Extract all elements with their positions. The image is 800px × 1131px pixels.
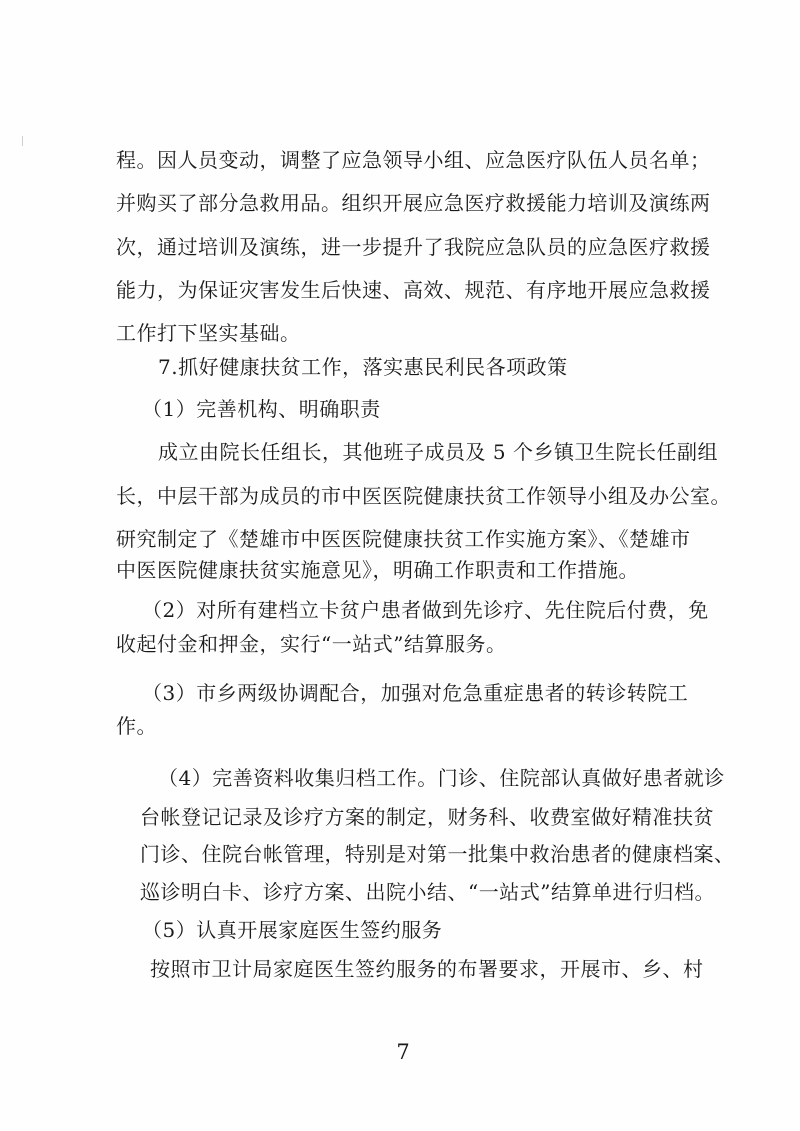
text-line: 台帐登记记录及诊疗方案的制定，财务科、收费室做好精准扶贫 [140, 805, 714, 829]
text-line: 作。 [116, 714, 157, 738]
subsection-heading: （5）认真开展家庭医生签约服务 [142, 918, 443, 942]
section-heading: 7.抓好健康扶贫工作，落实惠民利民各项政策 [158, 355, 568, 379]
subsection-heading: （1）完善机构、明确职责 [142, 397, 381, 421]
text-line: 中医医院健康扶贫实施意见》，明确工作职责和工作措施。 [116, 558, 639, 582]
page-number: 7 [396, 1040, 410, 1064]
text-line: 研究制定了《楚雄市中医医院健康扶贫工作实施方案》、《楚雄市 [116, 527, 691, 551]
text-line: 成立由院长任组长，其他班子成员及 5 个乡镇卫生院长任副组 [158, 440, 718, 464]
text-line: 工作打下坚实基础。 [116, 321, 301, 345]
text-line: 门诊、住院台帐管理，特别是对第一批集中救治患者的健康档案、 [140, 842, 735, 866]
subsection-heading: （4）完善资料收集归档工作。门诊、住院部认真做好患者就诊 [158, 766, 725, 790]
subsection-heading: （2）对所有建档立卡贫户患者做到先诊疗、先住院后付费，免 [142, 598, 709, 622]
subsection-heading: （3）市乡两级协调配合，加强对危急重症患者的转诊转院工 [142, 681, 689, 705]
text-line: 长，中层干部为成员的市中医医院健康扶贫工作领导小组及办公室。 [116, 484, 731, 508]
text-line: 程。因人员变动，调整了应急领导小组、应急医疗队伍人员名单； [116, 148, 711, 172]
text-line: 能力，为保证灾害发生后快速、高效、规范、有序地开展应急救援 [116, 278, 711, 302]
text-line: 收起付金和押金，实行“一站式”结算服务。 [116, 632, 507, 656]
text-line: 并购买了部分急救用品。组织开展应急医疗救援能力培训及演练两 [116, 191, 711, 215]
scan-edge-mark [22, 136, 23, 146]
text-line: 按照市卫计局家庭医生签约服务的布署要求，开展市、乡、村 [150, 957, 704, 981]
text-line: 次，通过培训及演练，进一步提升了我院应急队员的应急医疗救援 [116, 235, 711, 259]
text-line: 巡诊明白卡、诊疗方案、出院小结、“一站式”结算单进行归档。 [140, 880, 715, 904]
